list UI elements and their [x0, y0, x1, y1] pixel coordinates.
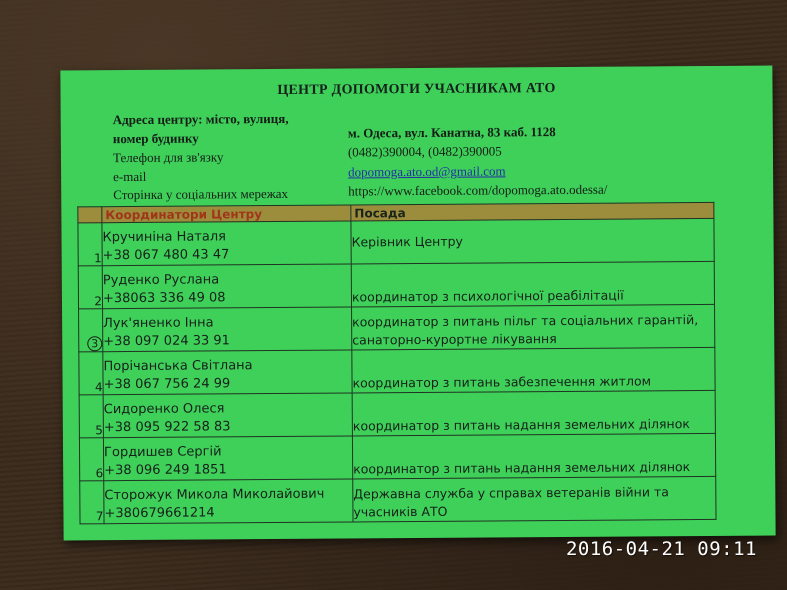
position-cell: Керівник Центру — [351, 218, 714, 264]
row-number: 1 — [78, 223, 102, 266]
circled-row-number: 3 — [87, 336, 102, 351]
position-cell: Державна служба у справах ветеранів війни та учасників АТО — [353, 476, 716, 522]
coordinator-cell — [103, 307, 352, 352]
table-row — [78, 261, 714, 308]
social-label: Сторінка у соціальних мережах — [113, 185, 289, 203]
address-label: Адреса центру: місто, вулиця, — [112, 110, 289, 128]
card-title: ЦЕНТР ДОПОМОГИ УЧАСНИКАМ АТО — [277, 81, 556, 98]
email-link[interactable]: dopomoga.ato.od@gmail.com — [348, 163, 506, 180]
row-number: 4 — [79, 352, 103, 395]
coordinator-phone: +38063 336 49 08 — [102, 290, 226, 307]
email-label: e-mail — [113, 168, 147, 185]
coordinator-name: Гордишев Сергій — [103, 444, 222, 461]
address-label-line2: номер будинку — [112, 130, 199, 147]
table-row — [79, 304, 715, 351]
row-number: 2 — [78, 266, 102, 309]
row-number-cell — [79, 309, 103, 352]
position-cell: координатор з психологічної реабілітації — [351, 261, 714, 307]
coordinator-phone: +380679661214 — [104, 505, 215, 522]
coordinator-phone: +38 067 480 43 47 — [102, 247, 230, 264]
position-cell: координатор з питань надання земельних ділянок — [352, 390, 715, 436]
position-cell: координатор з питань пільг та соціальних гарантій, санаторно-курортне лікування — [352, 304, 715, 350]
table-row — [79, 390, 715, 437]
coordinator-phone: +38 097 024 33 91 — [103, 333, 230, 350]
phone-label: Телефон для зв'язку — [112, 149, 224, 166]
table-row — [80, 476, 716, 523]
coordinator-name: Сторожук Микола Миколайович — [104, 486, 325, 504]
header-coordinators: Координатори Центру — [102, 205, 351, 223]
table-row — [78, 218, 714, 265]
address-value: м. Одеса, вул. Канатна, 83 каб. 1128 — [347, 124, 556, 141]
coordinator-name: Порічанська Світлана — [103, 358, 253, 375]
coordinator-cell — [102, 221, 351, 266]
coordinator-cell — [102, 264, 351, 309]
row-number: 5 — [79, 395, 103, 438]
position-cell: координатор з питань надання земельних ділянок — [352, 433, 715, 479]
coordinator-cell — [103, 350, 352, 395]
coordinator-name: Кручиніна Наталя — [102, 229, 227, 246]
coordinator-cell — [103, 393, 352, 438]
coordinator-name: Сидоренко Олеся — [103, 401, 225, 418]
coordinator-name: Руденко Руслана — [102, 272, 220, 289]
photo-timestamp: 2016-04-21 09:11 — [565, 538, 757, 560]
row-number: 7 — [80, 481, 104, 524]
coordinator-phone: +38 095 922 58 83 — [103, 419, 231, 436]
coordinator-phone: +38 067 756 24 99 — [103, 376, 231, 393]
table-row — [79, 433, 715, 480]
coordinator-name: Лук'яненко Інна — [103, 315, 214, 332]
coordinator-phone: +38 096 249 1851 — [104, 462, 227, 479]
row-number: 6 — [79, 438, 103, 481]
coordinator-cell — [103, 436, 352, 481]
contact-card — [60, 66, 775, 541]
table-row — [79, 347, 715, 394]
position-cell: координатор з питань забезпечення житлом — [352, 347, 715, 393]
coordinators-table — [77, 202, 716, 524]
phone-value: (0482)390004, (0482)390005 — [347, 143, 502, 160]
header-number — [78, 207, 102, 223]
social-link[interactable]: https://www.facebook.com/dopomoga.ato.odessa/ — [348, 181, 608, 199]
coordinator-cell — [104, 479, 353, 524]
header-position: Посада — [351, 202, 714, 221]
